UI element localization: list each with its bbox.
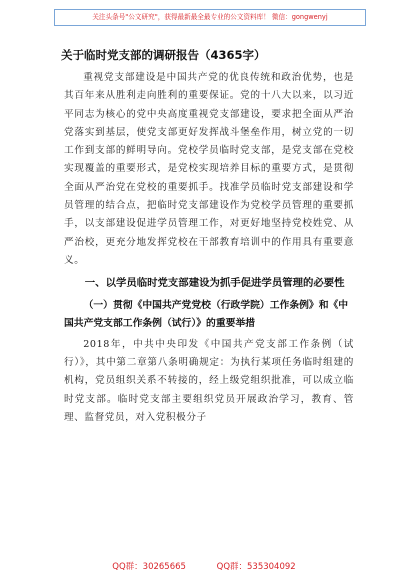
footer-qq-group-1: QQ群：30265665 — [112, 562, 186, 572]
section-heading: 一、以学员临时党支部建设为抓手促进学员管理的必要性 — [84, 277, 345, 290]
footer-contact — [0, 560, 408, 572]
intro-paragraph: 重视党支部建设是中国共产党的优良传统和政治优势，也是其百年来从胜利走向胜利的重要保证。党的十八大以来，以习近平同志为核心的党中央高度重视党支部建设，要求把全面从严治党落实到基层，使党支部更好发挥战斗堡垒作用，树立党的一切工作到支部的鲜明导向。党校学员临时党支部，是党支部在党校实现覆盖的重要形式，是党校实现培养目标的重要方式，是贯彻全面从严治党在党校的重要抓手。找准学员临时党支部建设和学员管理的结合点，把临时党支部建设作为党校学员管理的重要抓手，以支部建设促进学员管理工作，对更好地坚持党校姓党、从严治校，更充分地发挥党校在干部教育培训中的作用具有重要意义。 — [64, 72, 354, 266]
footer-qq-group-2: QQ群：535304092 — [216, 562, 296, 572]
subsection-heading: （一）贯彻《中国共产党党校（行政学院）工作条例》和《中国共产党支部工作条例（试行）》的重要举措 — [64, 299, 349, 330]
document-title: 关于临时党支部的调研报告（4365字） — [61, 48, 266, 62]
body-paragraph: 2018年，中共中央印发《中国共产党支部工作条例（试行）》，其中第二章第八条明确规定：为执行某项任务临时组建的机构，党员组织关系不转接的，经上级党组织批准，可以成立临时党支部。临时党支部主要组织党员开展政治学习，教育、管理、监督党员，对入党积极分子 — [64, 338, 354, 423]
document-body — [61, 47, 354, 427]
header-banner: 关注头条号"公文研究"，获得最新最全最专业的公文资料库！ 微信：gongwenyj — [54, 9, 366, 26]
